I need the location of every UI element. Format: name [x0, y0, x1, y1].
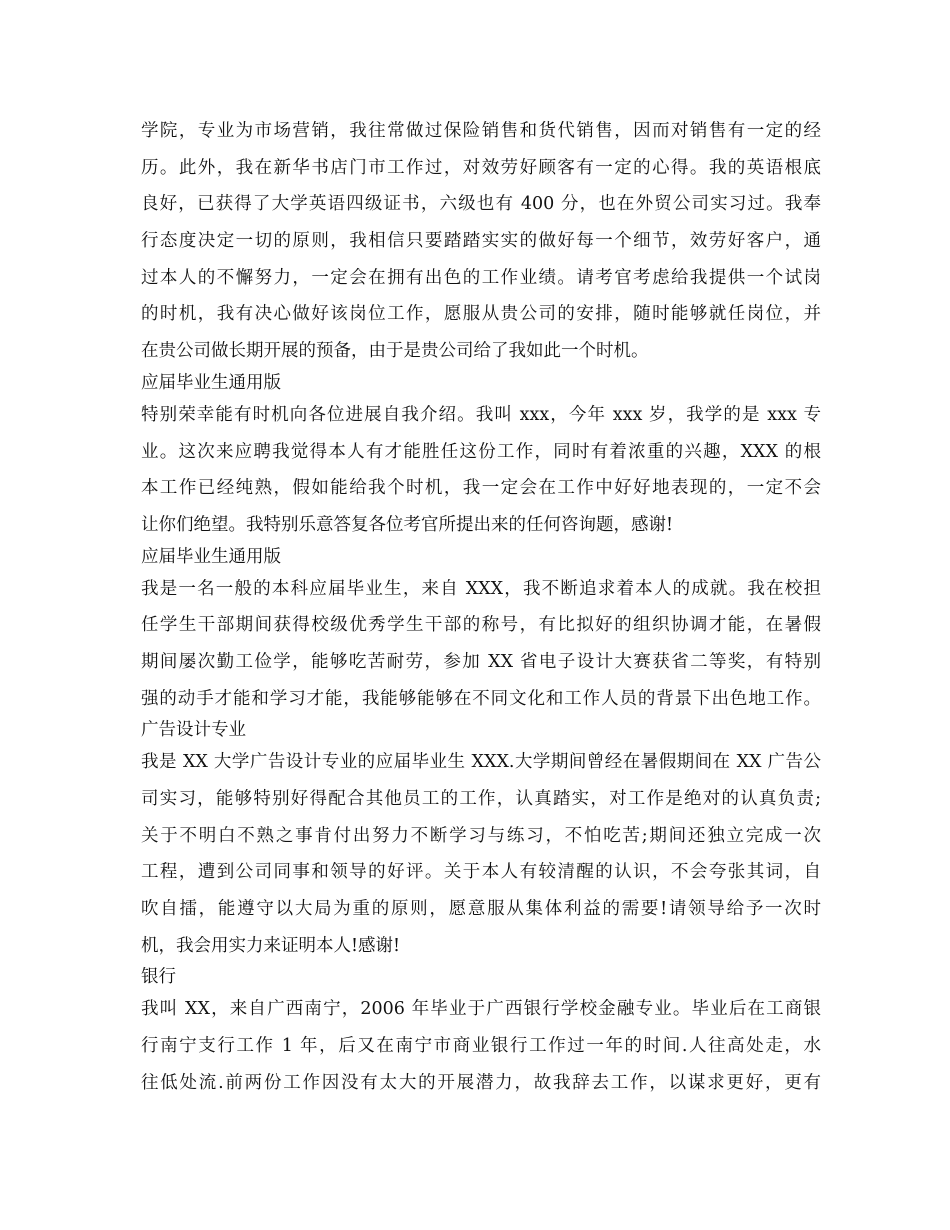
section-advertising-design: [141, 717, 821, 964]
text-line: 机，我会用实力来证明本人!感谢!: [141, 935, 401, 956]
text-line: 特别荣幸能有时机向各位进展自我介绍。我叫 xxx，今年 xxx 岁，我学的是 xxx 专: [141, 404, 821, 425]
section-heading: 应届毕业生通用版: [141, 546, 281, 567]
text-line: 司实习，能够特别好得配合其他员工的工作，认真踏实，对工作是绝对的认真负责;: [141, 789, 821, 809]
text-line: 关于不明白不熟之事肯付出努力不断学习与练习，不怕吃苦;期间还独立完成一次: [141, 825, 821, 846]
text-line: 行南宁支行工作 1 年，后又在南宁市商业银行工作过一年的时间.人往高处走，水: [141, 1036, 821, 1057]
text-line: 强的动手才能和学习才能，我能够能够在不同文化和工作人员的背景下出色地工作。: [141, 688, 821, 709]
text-line: 吹自擂，能遵守以大局为重的原则，愿意服从集体利益的需要!请领导给予一次时: [141, 899, 821, 920]
text-line: 本工作已经纯熟，假如能给我个时机，我一定会在工作中好好地表现的，一定不会: [141, 478, 821, 499]
text-line: 期间屡次勤工俭学，能够吃苦耐劳，参加 XX 省电子设计大赛获省二等奖，有特别: [141, 651, 821, 672]
text-line: 工程，遭到公司同事和领导的好评。关于本人有较清醒的认识，不会夸张其词，自: [141, 862, 821, 883]
text-line: 我叫 XX，来自广西南宁，2006 年毕业于广西银行学校金融专业。毕业后在工商银: [141, 999, 821, 1020]
text-line: 过本人的不懈努力，一定会在拥有出色的工作业绩。请考官考虑给我提供一个试岗: [141, 267, 821, 288]
text-line: 行态度决定一切的原则，我相信只要踏踏实实的做好每一个细节，效劳好客户，通: [141, 231, 821, 252]
text-line: 我是一名一般的本科应届毕业生，来自 XXX，我不断追求着本人的成就。我在校担: [141, 578, 821, 599]
text-line: 在贵公司做长期开展的预备，由于是贵公司给了我如此一个时机。: [141, 341, 649, 362]
text-line: 往低处流.前两份工作因没有太大的开展潜力，故我辞去工作，以谋求更好，更有: [141, 1072, 821, 1093]
text-line: 业。这次来应聘我觉得本人有才能胜任这份工作，同时有着浓重的兴趣，XXX 的根: [141, 441, 821, 462]
text-line: 让你们绝望。我特别乐意答复各位考官所提出来的任何咨询题，感谢!: [141, 514, 674, 535]
section-graduate-general-2: [141, 544, 821, 718]
section-bank: [141, 964, 821, 1101]
section-heading: 银行: [141, 967, 176, 988]
text-line: 历。此外，我在新华书店门市工作过，对效劳好顾客有一定的心得。我的英语根底: [141, 157, 821, 178]
text-line: 学院，专业为市场营销，我往常做过保险销售和货代销售，因而对销售有一定的经: [141, 121, 821, 141]
text-line: 我是 XX 大学广告设计专业的应届毕业生 XXX.大学期间曾经在暑假期间在 XX 广告公: [141, 752, 821, 773]
text-line: 的时机，我有决心做好该岗位工作，愿服从贵公司的安排，随时能够就任岗位，并: [141, 304, 821, 325]
document-body: [141, 113, 821, 1102]
text-line: 良好，已获得了大学英语四级证书，六级也有 400 分，也在外贸公司实习过。我奉: [141, 194, 821, 215]
section-graduate-general-1: [141, 370, 821, 544]
paragraph-intro: [141, 113, 821, 370]
section-heading: 广告设计专业: [141, 720, 246, 741]
text-line: 任学生干部期间获得校级优秀学生干部的称号，有比拟好的组织协调才能，在暑假: [141, 615, 821, 636]
section-heading: 应届毕业生通用版: [141, 372, 281, 393]
